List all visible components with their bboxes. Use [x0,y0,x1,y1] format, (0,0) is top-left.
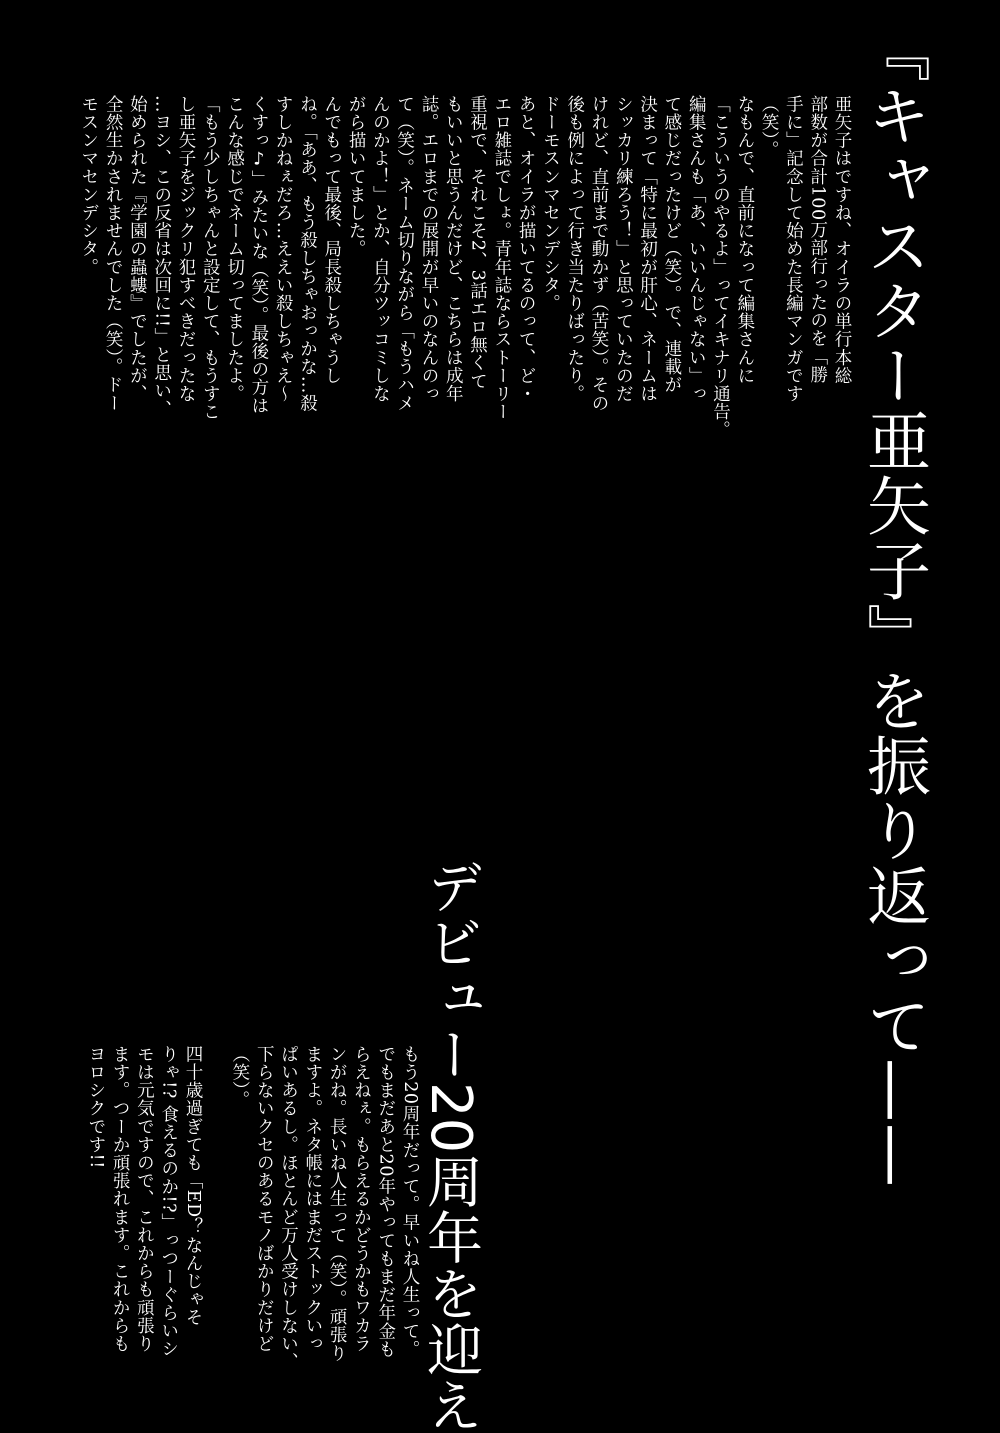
text-line: シッカリ練ろう！」と思っていたのだ [613,95,634,403]
text-line: でもまだあと20年やってもまだ年金も [375,1045,396,1359]
text-line: 亜矢子はですね、オイラの単行本総 [832,95,852,385]
text-line: んのかよ！」とか、自分ツッコミしな [370,95,391,403]
text-line: 編集さんも「あ、いいんじゃない」っ [686,95,707,403]
text-line: て（笑）。ネーム切りながら「もうハメ [394,95,415,413]
forty-text-column [65,1045,205,1375]
text-line: 後も例によって行き当たりばったり。 [564,95,585,403]
text-line: くすっ♪」みたいな（笑）。最後の方は [248,95,269,415]
text-line: （笑）。 [759,95,780,159]
text-line: 部数が合計100万部行ったのを「勝 [807,95,828,384]
text-line: 四十歳過ぎても「ED？なんじゃそ [183,1045,203,1327]
anniversary-text-column [212,1045,422,1415]
text-line: りゃ!? 食えるのか!?」っつーぐらいシ [158,1045,179,1358]
text-line: 「もう少しちゃんと設定して、もうすこ [200,95,221,421]
text-line: なもんで、直前になって編集さんに [734,95,755,385]
text-line: ます。つーか頑張れます。これからも [110,1045,131,1353]
text-line: ね。「ああ、もう殺しちゃおっかな…殺 [297,95,318,413]
retrospective-heading: 『キャスター亜矢子』を振り返って—— [856,18,930,1188]
text-line: ヨロシクです!! [85,1045,106,1169]
text-line: もう20周年だって。早いね人生って。 [400,1045,420,1359]
text-line: モスンマセンデシタ。 [78,95,99,276]
text-line: けれど、直前まで動かず（苦笑）。その [589,95,610,413]
text-line: ぱいあるし。ほとんど万人受けしない、 [278,1045,299,1371]
text-line: 決まって「特に最初が肝心、ネームは [637,95,658,403]
text-line: ンがね。長いね人生って（笑）。頑張り [327,1045,348,1363]
text-line: あと、オイラが描いてるのって、ど・ [516,95,537,403]
text-line: モは元気ですので、これからも頑張り [134,1045,155,1353]
text-line: 手に」記念して始めた長編マンガです [783,95,804,403]
retrospective-text-column [62,95,854,445]
text-line: がら描いてました。 [346,95,367,258]
text-line: らえねぇ。もらえるかどうかもワカラ [351,1045,372,1353]
text-line: ドーモスンマセンデシタ。 [540,95,561,313]
text-line: 「こういうのやるよ」ってイキナリ通告。 [710,95,731,439]
text-line: …ヨシ、この反省は次回に!!」と思い、 [151,95,172,418]
text-line: 誌。エロまでの展開が早いのなんのっ [418,95,439,403]
text-line: こんな感じでネーム切ってましたよ。 [224,95,245,403]
text-line: すしかねぇだろ…ええい殺しちゃえ〜 [273,95,294,403]
text-line: エロ雑誌でしょ。青年誌ならストーリー [491,95,512,421]
text-line: 始められた『学園の蟲螻』でしたが、 [127,95,148,403]
text-line: 全然生かされませんでした（笑）。ドー [103,95,124,413]
text-line: んでもって最後、局長殺しちゃうし [321,95,342,385]
text-line: （笑）。 [229,1045,250,1109]
text-line: て感じだったけど（笑）。で、連載が [661,95,682,394]
text-line: 下らないクセのあるモノばかりだけど [254,1045,275,1353]
text-line: 重視で、それこそ2、3話エロ無くて [467,95,488,390]
anniversary-heading: デビュー20周年を迎え [418,858,483,1433]
text-line: ますよ。ネタ帳にはまだストックいっ [302,1045,323,1353]
text-line: もいいと思うんだけど、こちらは成年 [443,95,464,403]
text-line: し亜矢子をジックリ犯すべきだったな [175,95,196,403]
